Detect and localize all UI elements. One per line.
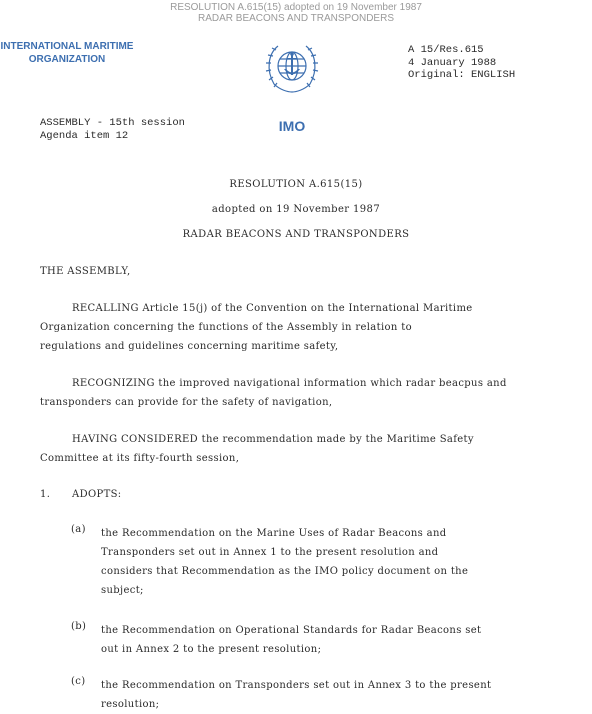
recognizing-line-1: RECOGNIZING the improved navigational information which radar beacpus and bbox=[72, 378, 507, 389]
item-b-text bbox=[101, 621, 481, 659]
recalling-paragraph bbox=[40, 299, 473, 356]
organization-name-line1: INTERNATIONAL MARITIME bbox=[0, 41, 134, 52]
imo-logo: IMO bbox=[278, 118, 306, 134]
item-b-line-2: out in Annex 2 to the present resolution; bbox=[101, 644, 322, 655]
document-number: A 15/Res.615 bbox=[408, 44, 484, 56]
un-wreath-emblem-icon bbox=[262, 38, 322, 96]
item-c-marker: (c) bbox=[71, 676, 86, 687]
recognizing-paragraph bbox=[40, 374, 507, 412]
item-a-line-1: the Recommendation on the Marine Uses of Radar Beacons and bbox=[101, 528, 447, 539]
recalling-line-3: regulations and guidelines concerning maritime safety, bbox=[40, 341, 339, 352]
item-c-line-1: the Recommendation on Transponders set out in Annex 3 to the present bbox=[101, 680, 492, 691]
having-considered-paragraph bbox=[40, 430, 474, 468]
recalling-line-2: Organization concerning the functions of the Assembly in relation to bbox=[40, 322, 412, 333]
page-header-title: RESOLUTION A.615(15) adopted on 19 November 1987 bbox=[170, 2, 422, 13]
adopts-number: 1. bbox=[40, 489, 51, 500]
item-b-marker: (b) bbox=[71, 621, 87, 632]
resolution-title: RESOLUTION A.615(15) bbox=[229, 179, 363, 190]
document-reference bbox=[408, 44, 515, 82]
document-original-language: Original: ENGLISH bbox=[408, 69, 516, 81]
organization-name bbox=[0, 40, 134, 66]
adopts-label: ADOPTS: bbox=[72, 489, 122, 500]
resolution-subject: RADAR BEACONS AND TRANSPONDERS bbox=[182, 229, 410, 240]
organization-name-line2: ORGANIZATION bbox=[28, 54, 106, 65]
page-header-subtitle: RADAR BEACONS AND TRANSPONDERS bbox=[198, 13, 394, 24]
recalling-line-1: RECALLING Article 15(j) of the Convention on the International Maritime bbox=[72, 303, 473, 314]
having-considered-line-2: Committee at its fifty-fourth session, bbox=[40, 453, 240, 464]
agenda-item: Agenda item 12 bbox=[40, 129, 129, 142]
item-a-marker: (a) bbox=[71, 524, 86, 535]
item-b-line-1: the Recommendation on Operational Standards for Radar Beacons set bbox=[101, 625, 482, 636]
resolution-adopted-date: adopted on 19 November 1987 bbox=[211, 204, 381, 215]
the-assembly-heading: THE ASSEMBLY, bbox=[40, 266, 131, 277]
item-a-line-3: considers that Recommendation as the IMO policy document on the bbox=[101, 566, 469, 577]
item-a-line-4: subject; bbox=[101, 585, 144, 596]
assembly-session: ASSEMBLY - 15th session bbox=[40, 117, 185, 129]
item-c-text bbox=[101, 676, 491, 714]
item-a-text bbox=[101, 524, 468, 600]
having-considered-line-1: HAVING CONSIDERED the recommendation made by the Maritime Safety bbox=[72, 434, 474, 445]
session-info bbox=[40, 117, 185, 142]
recognizing-line-2: transponders can provide for the safety of navigation, bbox=[40, 397, 333, 408]
document-date: 4 January 1988 bbox=[408, 56, 497, 69]
item-c-line-2: resolution; bbox=[101, 699, 160, 710]
item-a-line-2: Transponders set out in Annex 1 to the present resolution and bbox=[101, 547, 439, 558]
